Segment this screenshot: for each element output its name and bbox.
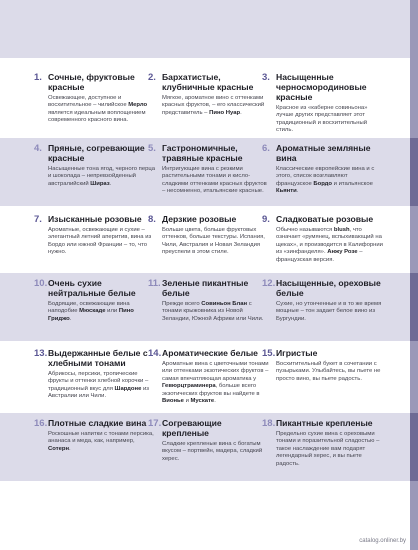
item-description: Больше цвета, больше фруктовых оттенков, больше текстуры. Испания, Чили, Австралия и Новая Зеландия преуспели в этом стиле. <box>162 227 265 256</box>
page-edge-strip <box>410 0 418 550</box>
item-description: Ароматные вина с цветочными тонами или оттенками экзотических фруктов – самая впечатляющая ароматика у Гевюрцтраминера, больше всего экзотических фруктов вы найдете в Вионье и Мускате. <box>162 361 269 405</box>
item-title: Бархатистые, клубничные красные <box>162 72 254 92</box>
item-title: Зеленые пикантные белые <box>162 278 249 298</box>
item-description: Сухие, но утонченные и в то же время мощные – тон задает белое вино из Бургундии. <box>276 301 382 322</box>
item-title: Пряные, согревающие красные <box>48 143 145 163</box>
wine-style-item <box>34 143 156 188</box>
item-number: 7. <box>34 214 42 225</box>
wine-style-item <box>262 143 384 196</box>
item-description: Ароматные, освежающие и сухие – элегантный летний аперитив, вина из Бордо или южной Франции – то, что нужно. <box>48 227 152 256</box>
item-number: 14. <box>148 348 162 359</box>
item-description: Классические европейские вина и с этого, список возглавляют французское Бордо и итальянское Кьянти. <box>276 166 375 195</box>
item-description: Насыщенные тона ягод, черного перца и шоколада – непревзойденный австралийский Шираз. <box>48 166 156 187</box>
item-title: Изысканные розовые <box>48 214 142 224</box>
item-description: Роскошные напитки с тонами персика, ананаса и меда, как, например, Сотерн. <box>48 431 154 452</box>
item-number: 18. <box>262 418 276 429</box>
wine-style-item <box>148 348 270 405</box>
wine-style-item <box>148 278 270 323</box>
item-description: Предельно сухие вина с ореховыми тонами и поразительной сладостью – такое наслаждение вам подарят легендарный херес, и вы пьете радость. <box>276 431 380 467</box>
wine-style-item <box>34 418 156 453</box>
item-title: Насыщенные, ореховые белые <box>276 278 381 298</box>
wine-style-item <box>262 348 384 383</box>
header-band <box>0 0 418 58</box>
item-title: Сочные, фруктовые красные <box>48 72 135 92</box>
item-number: 12. <box>262 278 276 289</box>
wine-style-item <box>148 72 270 117</box>
item-title: Ароматные земляные вина <box>276 143 371 163</box>
item-description: Красное из «каберне совиньона» лучше других представляет этот традиционный и восхитительный стиль. <box>276 105 368 134</box>
wine-style-item <box>34 278 156 323</box>
wine-style-item <box>34 214 156 257</box>
wine-style-item <box>262 418 384 468</box>
item-title: Гастрономичные, травяные красные <box>162 143 243 163</box>
item-title: Ароматические белые <box>162 348 258 358</box>
item-description: Мягкое, ароматное вино с оттенками красных фруктов, – его классический представитель – Пино Нуар. <box>162 95 265 116</box>
wine-style-item <box>148 143 270 196</box>
wine-style-item <box>262 214 384 264</box>
item-description: Интригующие вина с резкими растительными тонами и кисло-сладкими оттенками красных фруктов – несомненно, итальянские красные. <box>162 166 267 195</box>
item-number: 9. <box>262 214 270 225</box>
item-number: 3. <box>262 72 270 83</box>
item-number: 11. <box>148 278 161 289</box>
item-description: Освежающее, доступное и восхитительное – чилийское Мерло является идеальным воплощением современного красного вина. <box>48 95 148 124</box>
item-title: Игристые <box>276 348 318 358</box>
item-number: 13. <box>34 348 48 359</box>
wine-style-item <box>148 418 270 463</box>
item-description: Абрикосы, персики, тропические фрукты и оттенки хлебной корочки – традиционный вкус для Шардоне из Австралии или Чили. <box>48 371 149 400</box>
item-description: Обычно называются blush, что означает «румянец, вспыхивающий на щеках», и производится в Калифорнии из «зинфанделя». Анжу Розе – французская версия. <box>276 227 383 263</box>
wine-style-item <box>34 72 156 125</box>
wine-style-item <box>262 278 384 323</box>
item-number: 4. <box>34 143 42 154</box>
item-title: Насыщенные черносмородиновые красные <box>276 72 367 102</box>
wine-style-item <box>262 72 384 135</box>
item-title: Очень сухие нейтральные белые <box>48 278 136 298</box>
item-number: 8. <box>148 214 156 225</box>
item-number: 10. <box>34 278 48 289</box>
item-title: Пикантные крепленые <box>276 418 373 428</box>
item-title: Согревающие крепленые <box>162 418 222 438</box>
watermark: catalog.onliner.by <box>359 538 406 544</box>
wine-style-item <box>148 214 270 257</box>
item-number: 5. <box>148 143 156 154</box>
item-description: Прежде всего Совиньон Блан с тонами крыжовника из Новой Зеландии, Южной Африки или Чили. <box>162 301 264 322</box>
item-number: 17. <box>148 418 162 429</box>
item-title: Выдержанные белые с хлебными тонами <box>48 348 148 368</box>
item-number: 15. <box>262 348 276 359</box>
item-number: 6. <box>262 143 270 154</box>
item-description: Сладкие крепленые вина с богатым вкусом – портвейн, мадера, сладкий херес. <box>162 441 263 462</box>
item-title: Сладковатые розовые <box>276 214 374 224</box>
item-title: Дерзкие розовые <box>162 214 237 224</box>
wine-style-item <box>34 348 156 401</box>
item-number: 1. <box>34 72 42 83</box>
item-title: Плотные сладкие вина <box>48 418 147 428</box>
item-number: 16. <box>34 418 48 429</box>
item-description: Восхитительный букет в сочетании с пузырьками. Улыбайтесь, вы пьете не просто вино, вы пьете радость. <box>276 361 381 382</box>
item-number: 2. <box>148 72 156 83</box>
item-description: Бодрящие, освежающие вина наподобие Мюскаде или Пино Гриджо. <box>48 301 134 322</box>
